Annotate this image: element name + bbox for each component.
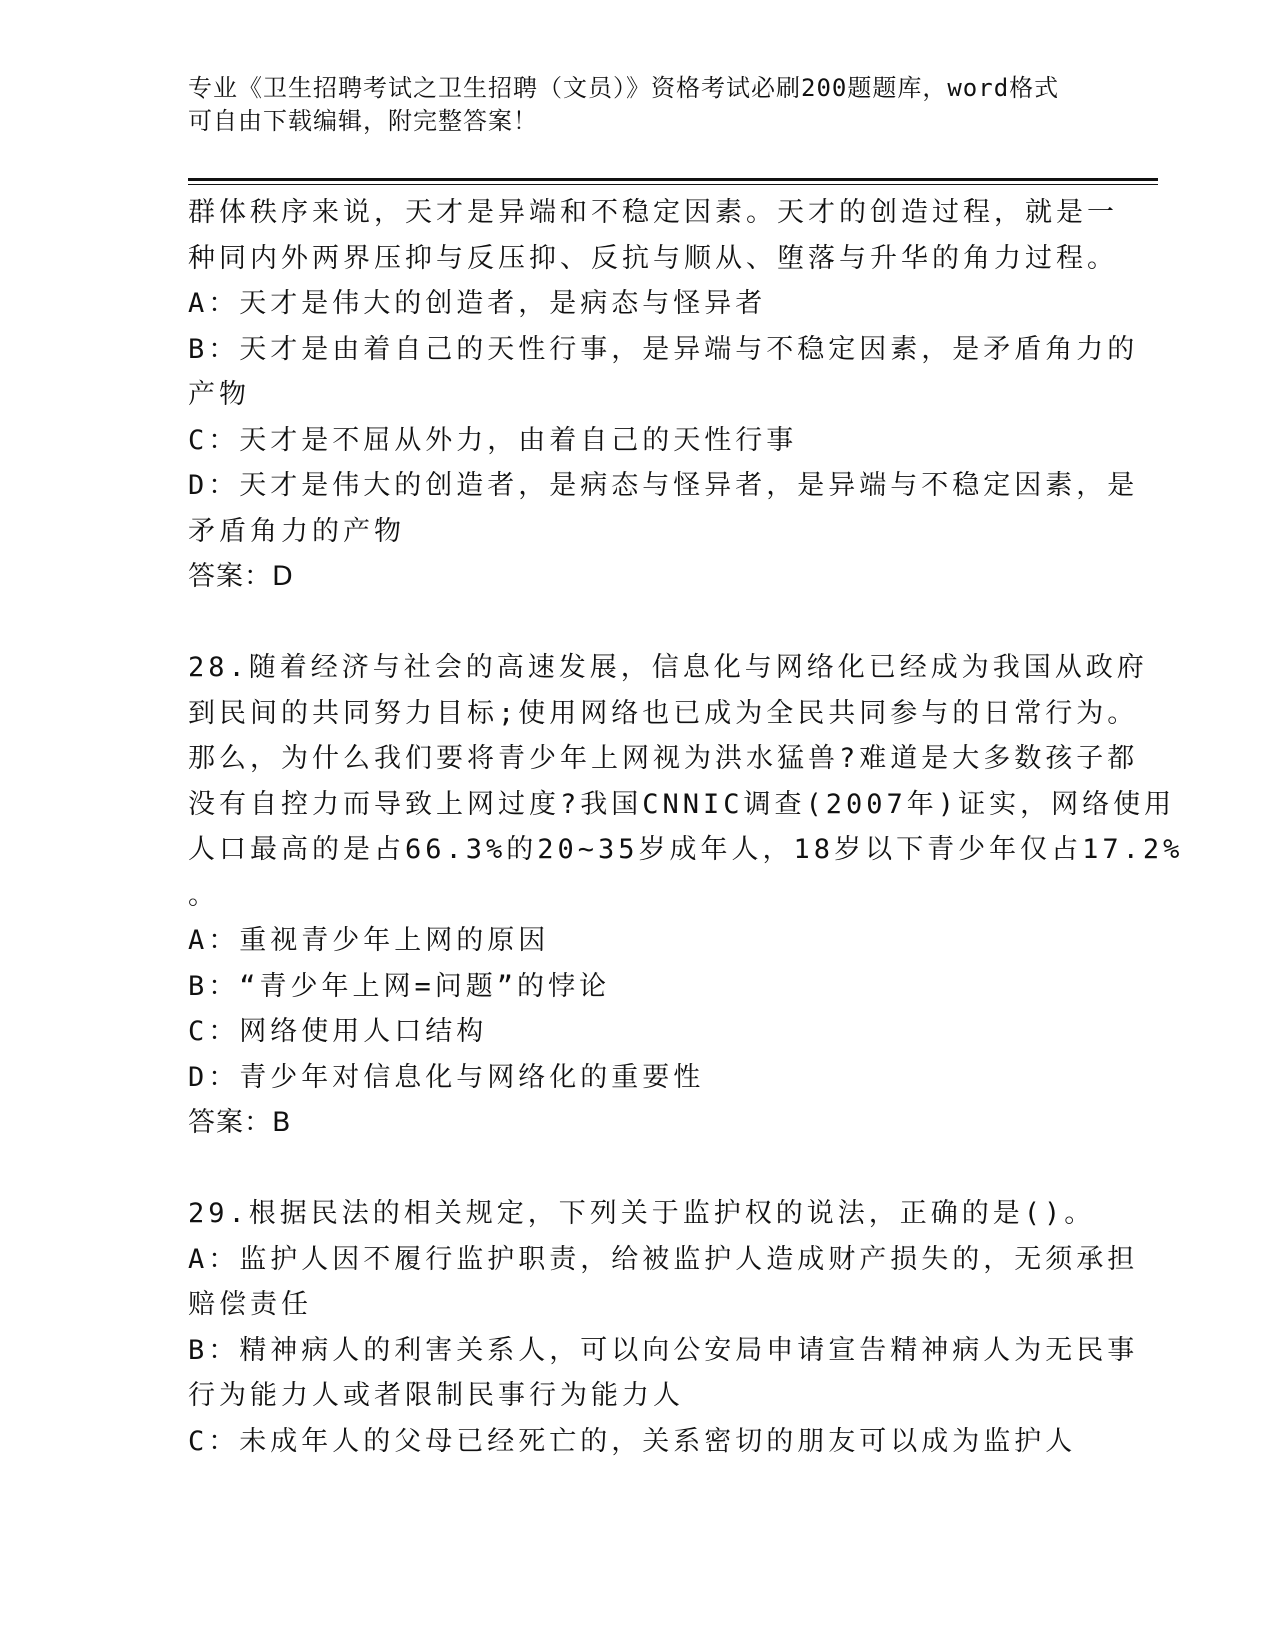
option-b-line: B：精神病人的利害关系人，可以向公安局申请宣告精神病人为无民事: [188, 1334, 1139, 1366]
option-a: A：天才是伟大的创造者，是病态与怪异者: [188, 288, 767, 319]
question-27: [188, 190, 1139, 600]
question-stem-line: 没有自控力而导致上网过度?我国CNNIC调查(2007年)证实，网络使用: [188, 788, 1176, 820]
question-stem-line: 种同内外两界压抑与反压抑、反抗与顺从、堕落与升华的角力过程。: [188, 242, 1118, 274]
question-stem: 29.根据民法的相关规定，下列关于监护权的说法，正确的是()。: [188, 1198, 1096, 1229]
header-title-line-1: 专业《卫生招聘考试之卫生招聘（文员）》资格考试必刷200题题库，word格式: [188, 74, 1060, 102]
question-29: [188, 1191, 1139, 1464]
option-b-line: 产物: [188, 379, 250, 410]
option-b-line: 行为能力人或者限制民事行为能力人: [188, 1380, 684, 1411]
question-stem-line: 人口最高的是占66.3%的20~35岁成年人，18岁以下青少年仅占17.2%: [188, 834, 1184, 865]
option-b-line: B：天才是由着自己的天性行事，是异端与不稳定因素，是矛盾角力的: [188, 333, 1139, 365]
option-a: A：重视青少年上网的原因: [188, 925, 550, 956]
option-d: D：青少年对信息化与网络化的重要性: [188, 1061, 705, 1093]
question-stem-line: 群体秩序来说，天才是异端和不稳定因素。天才的创造过程，就是一: [188, 197, 1118, 228]
question-28: [188, 645, 1184, 1146]
option-d-line: 矛盾角力的产物: [188, 515, 405, 547]
option-d-line: D：天才是伟大的创造者，是病态与怪异者，是异端与不稳定因素，是: [188, 470, 1139, 501]
answer: 答案：D: [188, 561, 294, 592]
question-stem-line: 到民间的共同努力目标;使用网络也已成为全民共同参与的日常行为。: [188, 697, 1139, 729]
document-body: [188, 190, 1184, 1464]
option-a-line: 赔偿责任: [188, 1289, 312, 1320]
question-stem-line: 。: [188, 879, 219, 911]
option-c: C：网络使用人口结构: [188, 1016, 488, 1047]
spacer: [188, 600, 1093, 646]
spacer: [188, 1146, 1093, 1192]
header-title-line-2: 可自由下载编辑，附完整答案！: [188, 107, 538, 135]
question-stem-line: 那么，为什么我们要将青少年上网视为洪水猛兽?难道是大多数孩子都: [188, 743, 1139, 774]
header-divider-thin: [188, 184, 1158, 185]
option-c: C：天才是不屈从外力，由着自己的天性行事: [188, 424, 798, 456]
document-header: [188, 72, 1068, 138]
option-b: B：“青少年上网=问题”的悖论: [188, 970, 611, 1002]
option-c: C：未成年人的父母已经死亡的，关系密切的朋友可以成为监护人: [188, 1425, 1077, 1457]
answer: 答案：B: [188, 1107, 292, 1138]
header-divider-thick: [188, 178, 1158, 181]
option-a-line: A：监护人因不履行监护职责，给被监护人造成财产损失的，无须承担: [188, 1243, 1139, 1275]
question-stem-line: 28.随着经济与社会的高速发展，信息化与网络化已经成为我国从政府: [188, 652, 1148, 683]
